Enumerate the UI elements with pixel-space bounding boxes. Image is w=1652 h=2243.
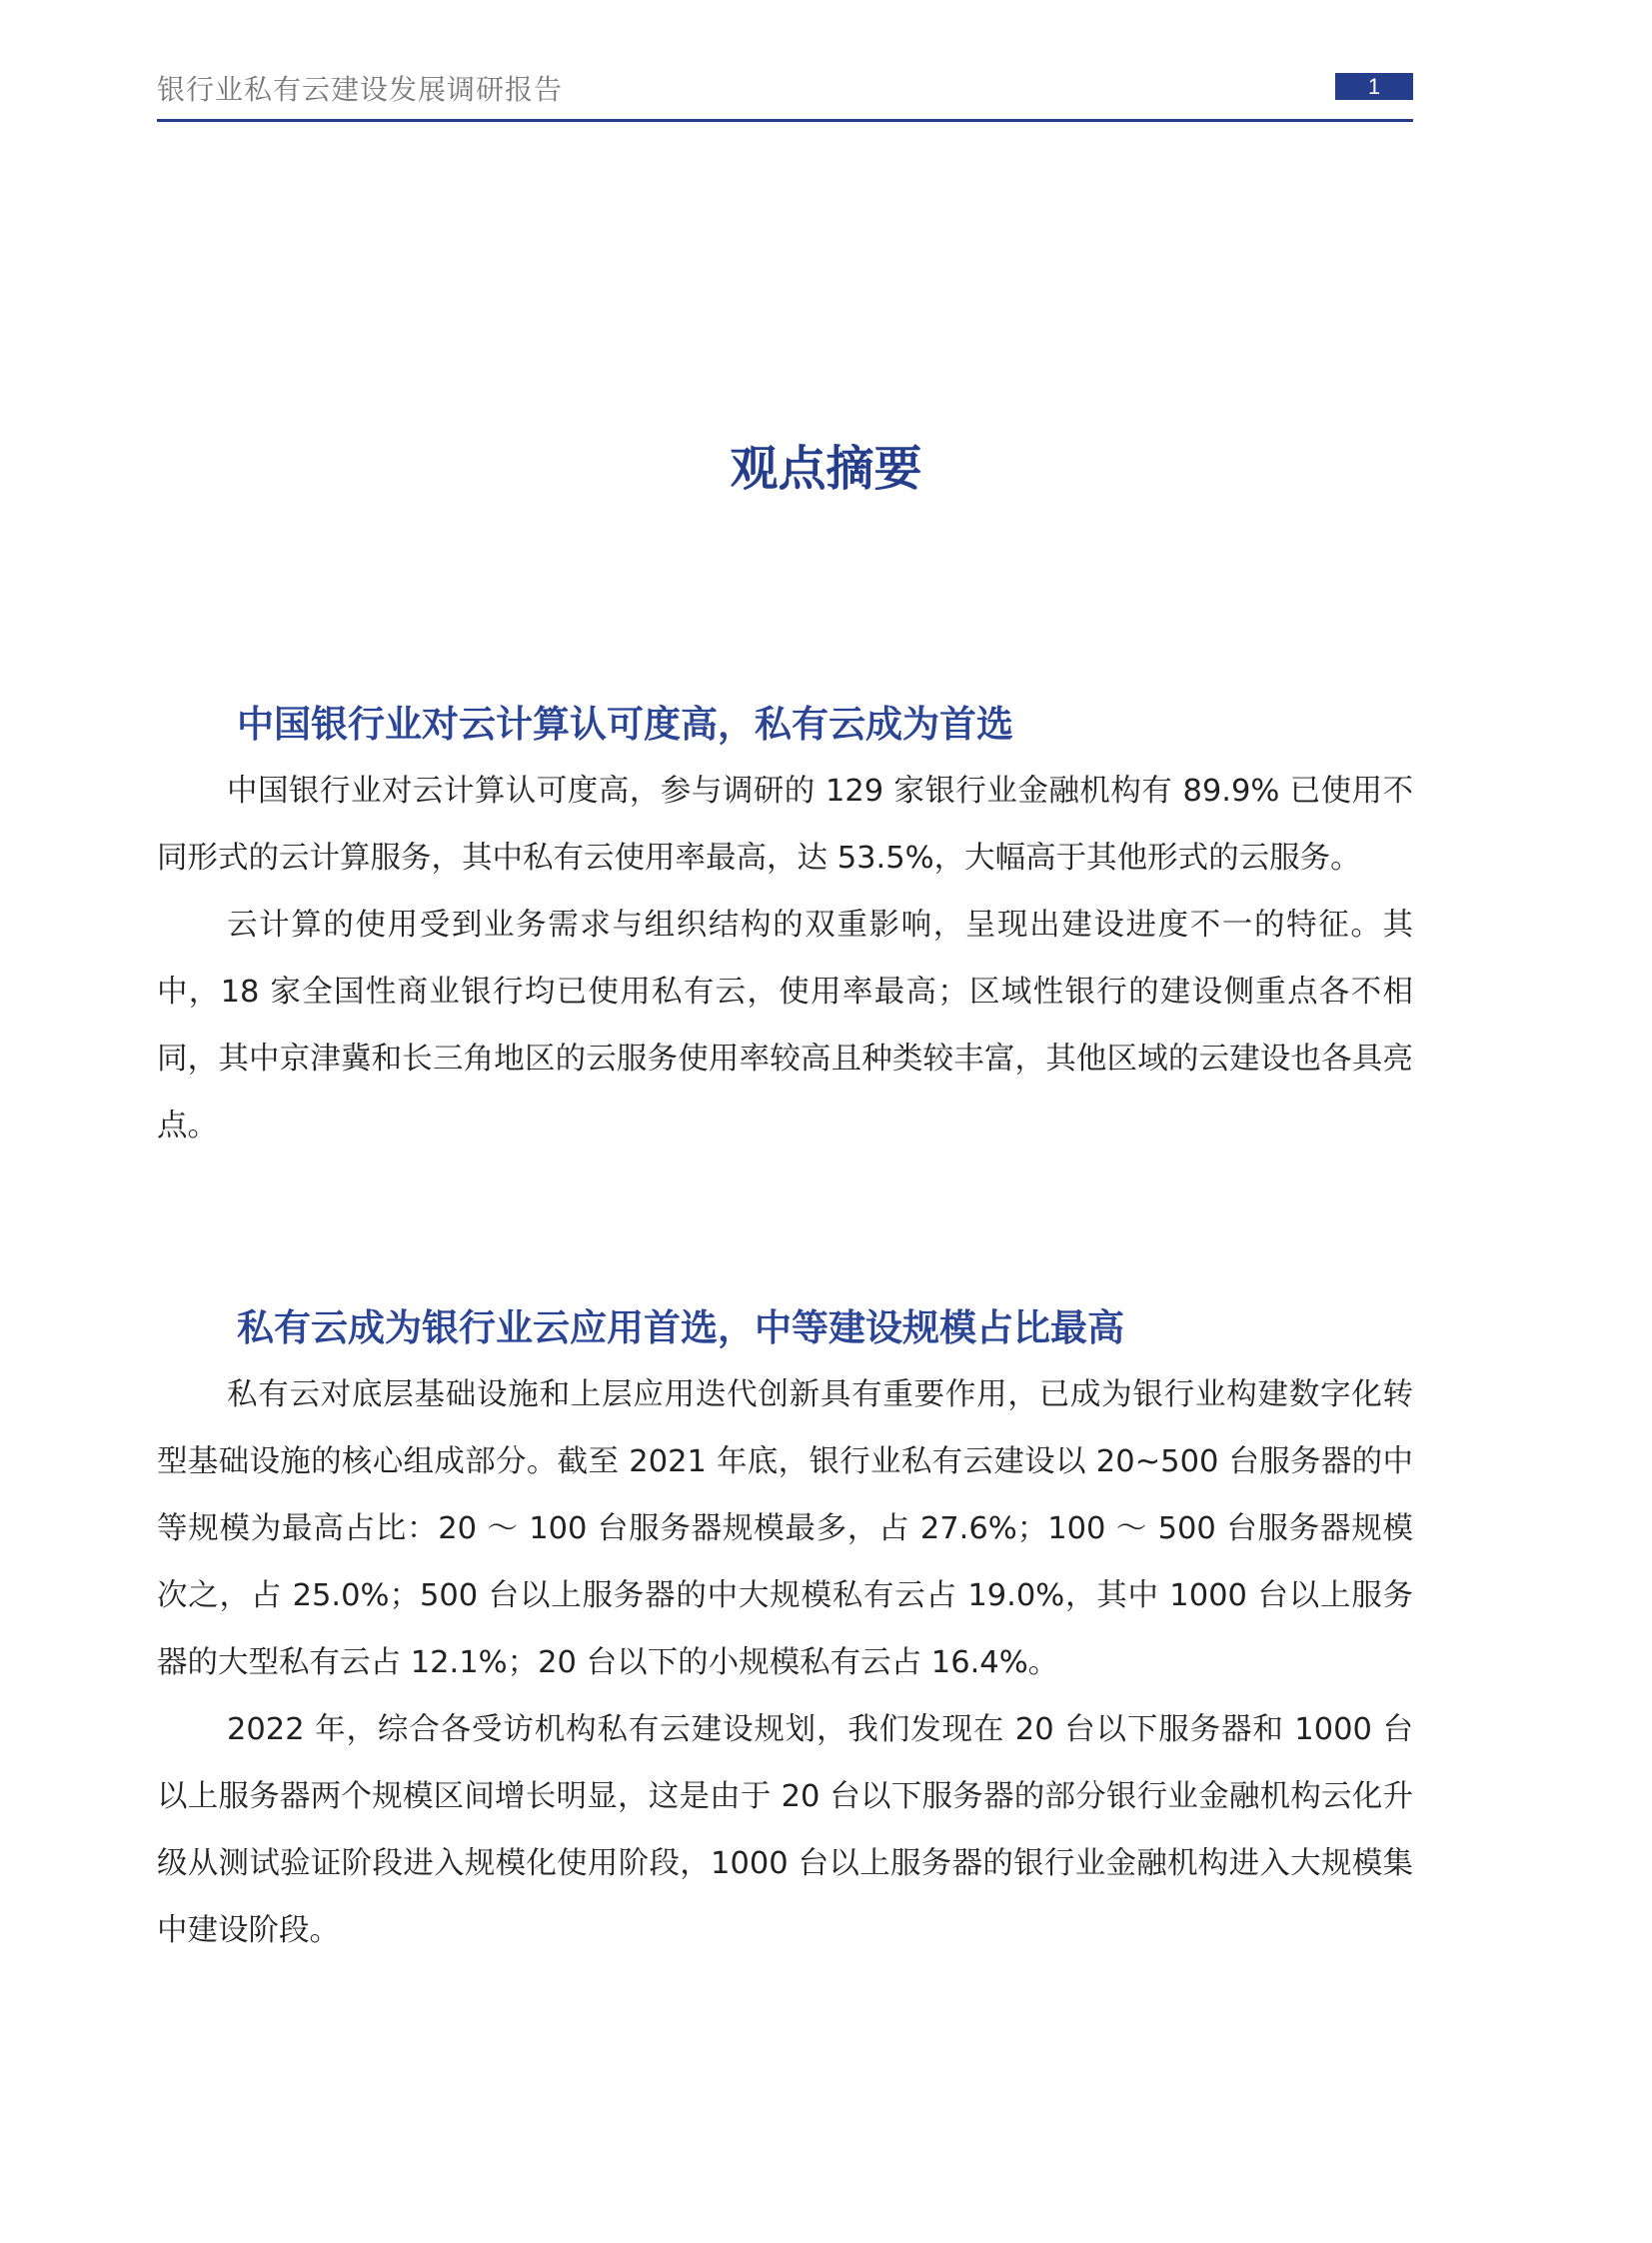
section-heading: 中国银行业对云计算认可度高，私有云成为首选 (237, 702, 1013, 746)
header-title: 银行业私有云建设发展调研报告 (157, 73, 564, 106)
section-cloud-adoption (157, 696, 1413, 1159)
paragraph: 私有云对底层基础设施和上层应用迭代创新具有重要作用，已成为银行业构建数字化转型基础设施的核心组成部分。截至 2021 年底，银行业私有云建设以 20~500 台服务器的中等规模为最高占比：20 ～ 100 台服务器规模最多，占 27.6%；100 ～ 500 台服务器规模次之，占 25.0%；500 台以上服务器的中大规模私有云占 19.0%，其中 1000 台以上服务器的大型私有云占 12.1%；20 台以下的小规模私有云占 16.4%。 (157, 1377, 1413, 1680)
section-private-cloud-scale (157, 1299, 1413, 1964)
section-heading: 私有云成为银行业云应用首选，中等建设规模占比最高 (237, 1305, 1124, 1349)
paragraph: 2022 年，综合各受访机构私有云建设规划，我们发现在 20 台以下服务器和 1000 台以上服务器两个规模区间增长明显，这是由于 20 台以下服务器的部分银行业金融机构云化升级从测试验证阶段进入规模化使用阶段，1000 台以上服务器的银行业金融机构进入大规模集中建设阶段。 (157, 1712, 1413, 1948)
page-number-badge: 1 (1335, 73, 1413, 100)
paragraph: 中国银行业对云计算认可度高，参与调研的 129 家银行业金融机构有 89.9% 已使用不同形式的云计算服务，其中私有云使用率最高，达 53.5%，大幅高于其他形式的云服务。 (157, 774, 1413, 876)
page-title: 观点摘要 (730, 441, 922, 497)
paragraph: 云计算的使用受到业务需求与组织结构的双重影响，呈现出建设进度不一的特征。其中，18 家全国性商业银行均已使用私有云，使用率最高；区域性银行的建设侧重点各不相同，其中京津冀和长三角地区的云服务使用率较高且种类较丰富，其他区域的云建设也各具亮点。 (157, 908, 1413, 1143)
header-divider (157, 119, 1413, 122)
